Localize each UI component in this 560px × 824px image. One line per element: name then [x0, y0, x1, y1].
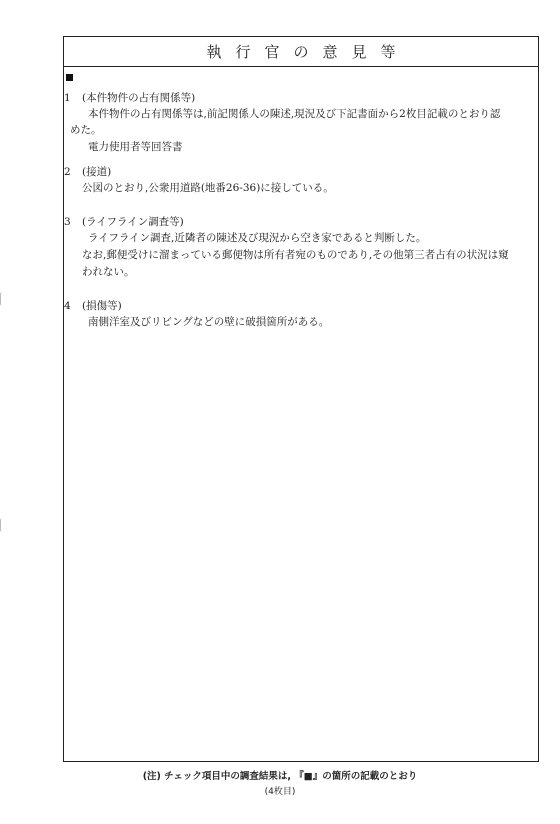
document-title: 執行官の意見等	[206, 43, 410, 61]
section-line: ライフライン調査,近隣者の陳述及び現況から空き家であると判断した。	[88, 232, 427, 244]
checked-square-icon	[66, 74, 73, 81]
section-heading: (本件物件の占有関係等)	[82, 92, 196, 104]
section-line: 公図のとおり,公衆用道路(地番26-36)に接している。	[82, 182, 334, 194]
section-line: 電力使用者等回答書	[88, 141, 183, 153]
page-number: (4枚目)	[264, 787, 296, 797]
section-heading: (ライフライン調査等)	[82, 216, 184, 228]
title-bar	[64, 37, 538, 67]
binding-hole-mark	[0, 518, 5, 532]
section-number: 1	[64, 92, 71, 104]
section-heading: (接道)	[82, 166, 112, 178]
section-number: 2	[64, 166, 71, 178]
footer-note: (注) チェック項目中の調査結果は, 『■』の箇所の記載のとおり	[142, 771, 418, 782]
section-line: われない。	[82, 266, 135, 278]
section-heading: (損傷等)	[82, 300, 122, 312]
section-line: 南側洋室及びリビングなどの壁に破損箇所がある。	[88, 316, 330, 328]
section-line: めた。	[70, 124, 102, 136]
document-body	[64, 66, 538, 761]
section-number: 4	[64, 300, 71, 312]
section-line: なお,郵便受けに溜まっている郵便物は所有者宛のものであり,その他第三者占有の状況は窺	[82, 249, 509, 261]
section-number: 3	[64, 216, 71, 228]
document-frame	[63, 36, 539, 762]
section-line: 本件物件の占有関係等は,前記関係人の陳述,現況及び下記書面から2枚目記載のとおり認	[88, 108, 501, 120]
binding-hole-mark	[0, 292, 5, 306]
